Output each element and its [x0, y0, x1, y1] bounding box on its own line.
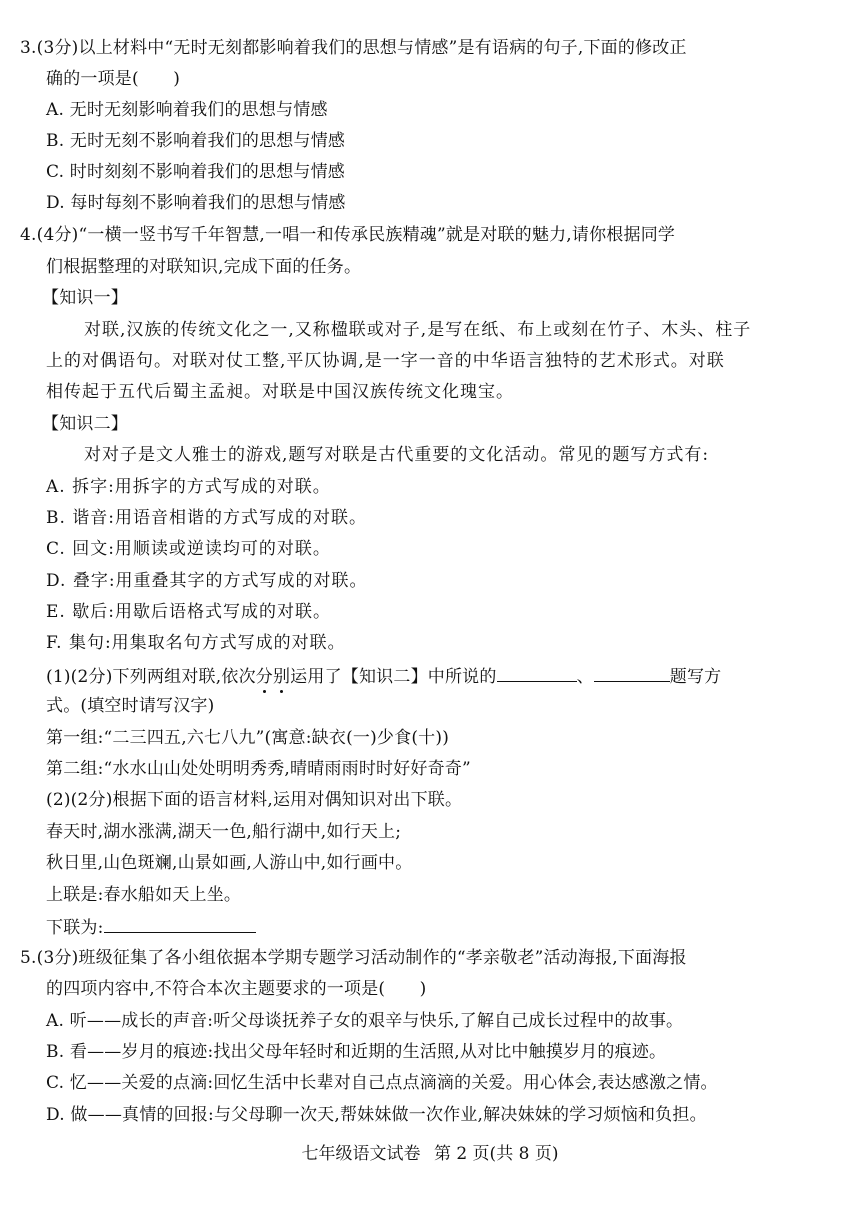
lower-couplet-line [46, 914, 256, 940]
method-item-f: F. 集句:用集取名句方式写成的对联。 [46, 633, 346, 653]
lower-couplet-label: 下联为: [46, 918, 104, 938]
q3-option-d: D. 每时每刻不影响着我们的思想与情感 [46, 193, 346, 213]
q5-stem-line2: 的四项内容中,不符合本次主题要求的一项是( ) [46, 979, 427, 999]
answer-blank-1[interactable] [497, 663, 577, 682]
emphasis-char-bie: 别 [272, 667, 291, 687]
q4-stem-line2: 们根据整理的对联知识,完成下面的任务。 [46, 257, 362, 277]
method-item-a: A. 拆字:用拆字的方式写成的对联。 [46, 477, 331, 497]
q4-sub1-line2: 式。(填空时请写汉字) [46, 696, 215, 716]
q5-stem-line1: 5.(3分)班级征集了各小组依据本学期专题学习活动制作的“孝亲敬老”活动海报,下面海报 [20, 948, 687, 968]
q3-option-b: B. 无时无刻不影响着我们的思想与情感 [46, 131, 346, 151]
upper-couplet: 上联是:春水船如天上坐。 [46, 885, 242, 905]
emphasis-char-fen: 分 [255, 667, 273, 687]
answer-blank-2[interactable] [594, 663, 670, 682]
knowledge-one-line3: 相传起于五代后蜀主孟昶。对联是中国汉族传统文化瑰宝。 [46, 382, 514, 402]
q4-stem-line1: 4.(4分)“一横一竖书写千年智慧,一唱一和传承民族精魂”就是对联的魅力,请你根据同学 [20, 225, 676, 245]
material-line-autumn: 秋日里,山色斑斓,山景如画,人游山中,如行画中。 [46, 853, 413, 873]
lower-couplet-answer-blank[interactable] [104, 914, 256, 933]
couplet-group-two: 第二组:“水水山山处处明明秀秀,晴晴雨雨时时好好奇奇” [46, 759, 471, 779]
method-item-c: C. 回文:用顺读或逆读均可的对联。 [46, 539, 331, 559]
q5-option-a: A. 听——成长的声音:听父母谈抚养子女的艰辛与快乐,了解自己成长过程中的故事。 [46, 1011, 684, 1031]
q5-option-b: B. 看——岁月的痕迹:找出父母年轻时和近期的生活照,从对比中触摸岁月的痕迹。 [46, 1042, 667, 1062]
q4-sub1-separator: 、 [576, 667, 594, 687]
q4-sub1-text-c: 题写方 [669, 667, 722, 687]
knowledge-two-heading: 【知识二】 [42, 414, 128, 434]
method-item-e: E. 歇后:用歇后语格式写成的对联。 [46, 602, 331, 622]
footer-page-number: 第 2 页(共 8 页) [433, 1144, 559, 1164]
knowledge-one-line1: 对联,汉族的传统文化之一,又称楹联或对子,是写在纸、布上或刻在竹子、木头、柱子 [84, 320, 752, 340]
q3-option-c: C. 时时刻刻不影响着我们的思想与情感 [46, 162, 346, 182]
q3-option-a: A. 无时无刻影响着我们的思想与情感 [46, 100, 328, 120]
knowledge-one-heading: 【知识一】 [42, 288, 128, 308]
footer-exam-title: 七年级语文试卷 [301, 1144, 421, 1164]
q5-option-c: C. 忆——关爱的点滴:回忆生活中长辈对自己点点滴滴的关爱。用心体会,表达感激之情。 [46, 1073, 718, 1093]
method-item-b: B. 谐音:用语音相谐的方式写成的对联。 [46, 508, 368, 528]
page-footer [0, 1142, 860, 1166]
q4-sub1-text-b: 运用了【知识二】中所说的 [290, 667, 497, 687]
q3-stem-line1: 3.(3分)以上材料中“无时无刻都影响着我们的思想与情感”是有语病的句子,下面的修改正 [20, 38, 687, 58]
knowledge-two-intro: 对对子是文人雅士的游戏,题写对联是古代重要的文化活动。常见的题写方式有: [84, 445, 710, 465]
q3-stem-line2: 确的一项是( ) [46, 69, 181, 89]
method-item-d: D. 叠字:用重叠其字的方式写成的对联。 [46, 571, 368, 591]
q4-sub1-text-a: (1)(2分)下列两组对联,依次 [46, 667, 256, 687]
material-line-spring: 春天时,湖水涨满,湖天一色,船行湖中,如行天上; [46, 822, 402, 842]
knowledge-one-line2: 上的对偶语句。对联对仗工整,平仄协调,是一字一音的中华语言独特的艺术形式。对联 [46, 351, 725, 371]
q4-sub2-stem: (2)(2分)根据下面的语言材料,运用对偶知识对出下联。 [46, 790, 463, 810]
q5-option-d: D. 做——真情的回报:与父母聊一次天,帮妹妹做一次作业,解决妹妹的学习烦恼和负担。 [46, 1105, 707, 1125]
q4-sub1-line1 [46, 663, 721, 689]
couplet-group-one: 第一组:“二三四五,六七八九”(寓意:缺衣(一)少食(十)) [46, 728, 450, 748]
